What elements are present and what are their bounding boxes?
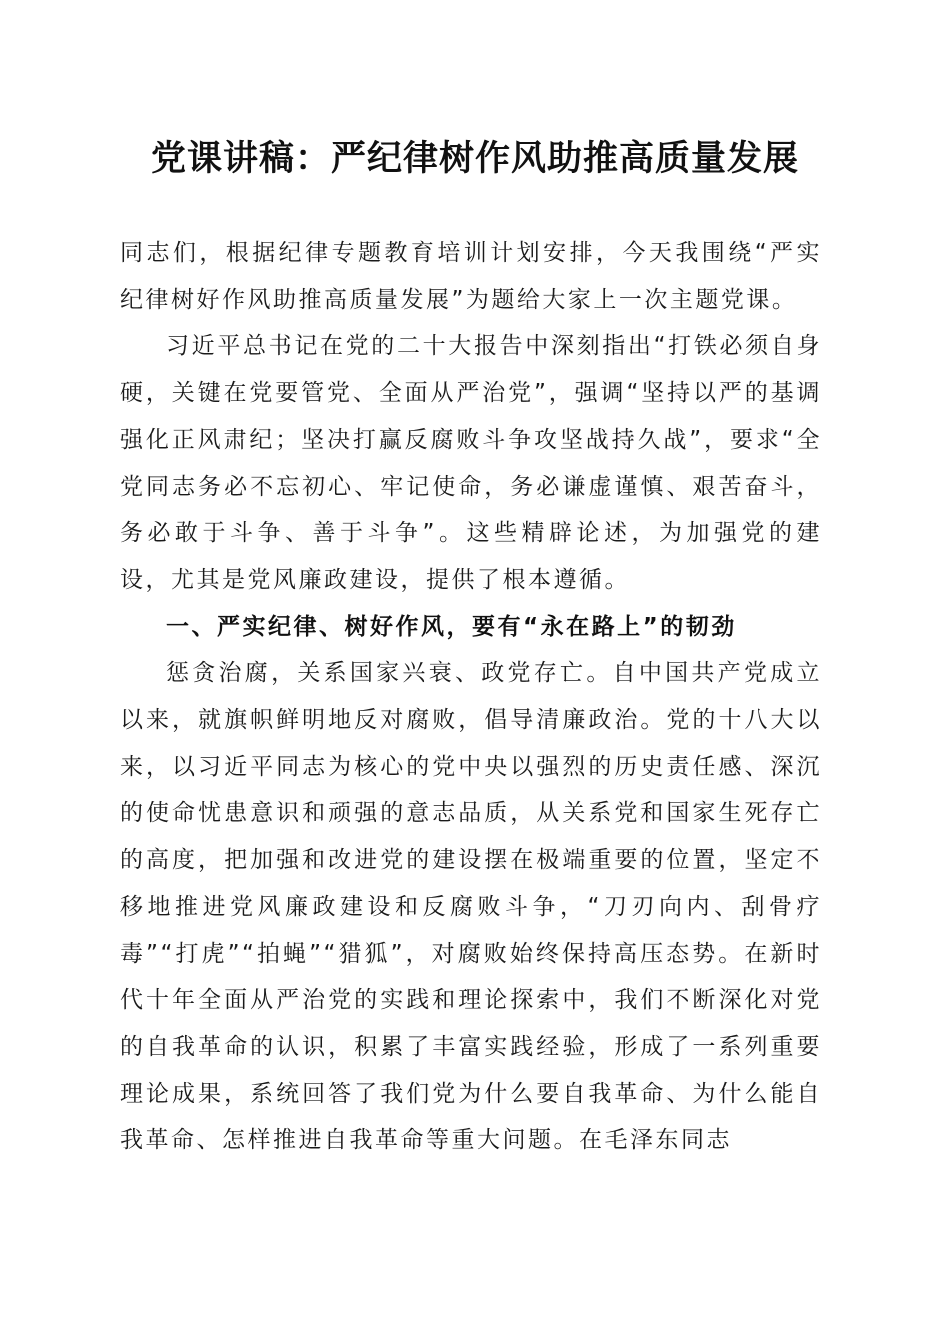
- page-title: 党课讲稿：严纪律树作风助推高质量发展: [150, 138, 799, 179]
- paragraph-section-1: 惩贪治腐，关系国家兴衰、政党存亡。自中国共产党成立以来，就旗帜鲜明地反对腐败，倡导清廉政治。党的十八大以来，以习近平同志为核心的党中央以强烈的历史责任感、深沉的使命忧患意识和顽强的意志品质，从关系党和国家生死存亡的高度，把加强和改进党的建设摆在极端重要的位置，坚定不移地推进党风廉政建设和反腐败斗争，“刀刃向内、刮骨疗毒”“打虎”“拍蝇”“猎狐”，对腐败始终保持高压态势。在新时代十年全面从严治党的实践和理论探索中，我们不断深化对党的自我革命的认识，积累了丰富实践经验，形成了一系列重要理论成果，系统回答了我们党为什么要自我革命、为什么能自我革命、怎样推进自我革命等重大问题。在毛泽东同志: [120, 660, 822, 1154]
- section-heading-1: 一、严实纪律、树好作风，要有“永在路上”的韧劲: [166, 613, 737, 640]
- document-body: [120, 230, 822, 1164]
- paragraph-quote: 习近平总书记在党的二十大报告中深刻指出“打铁必须自身硬，关键在党要管党、全面从严治党”，强调“坚持以严的基调强化正风肃纪；坚决打赢反腐败斗争攻坚战持久战”，要求“全党同志务必不忘初心、牢记使命，务必谦虚谨慎、艰苦奋斗，务必敢于斗争、善于斗争”。这些精辟论述，为加强党的建设，尤其是党风廉政建设，提供了根本遵循。: [120, 333, 822, 593]
- paragraph-opening: 同志们，根据纪律专题教育培训计划安排，今天我围绕“严实纪律树好作风助推高质量发展”为题给大家上一次主题党课。: [120, 240, 822, 313]
